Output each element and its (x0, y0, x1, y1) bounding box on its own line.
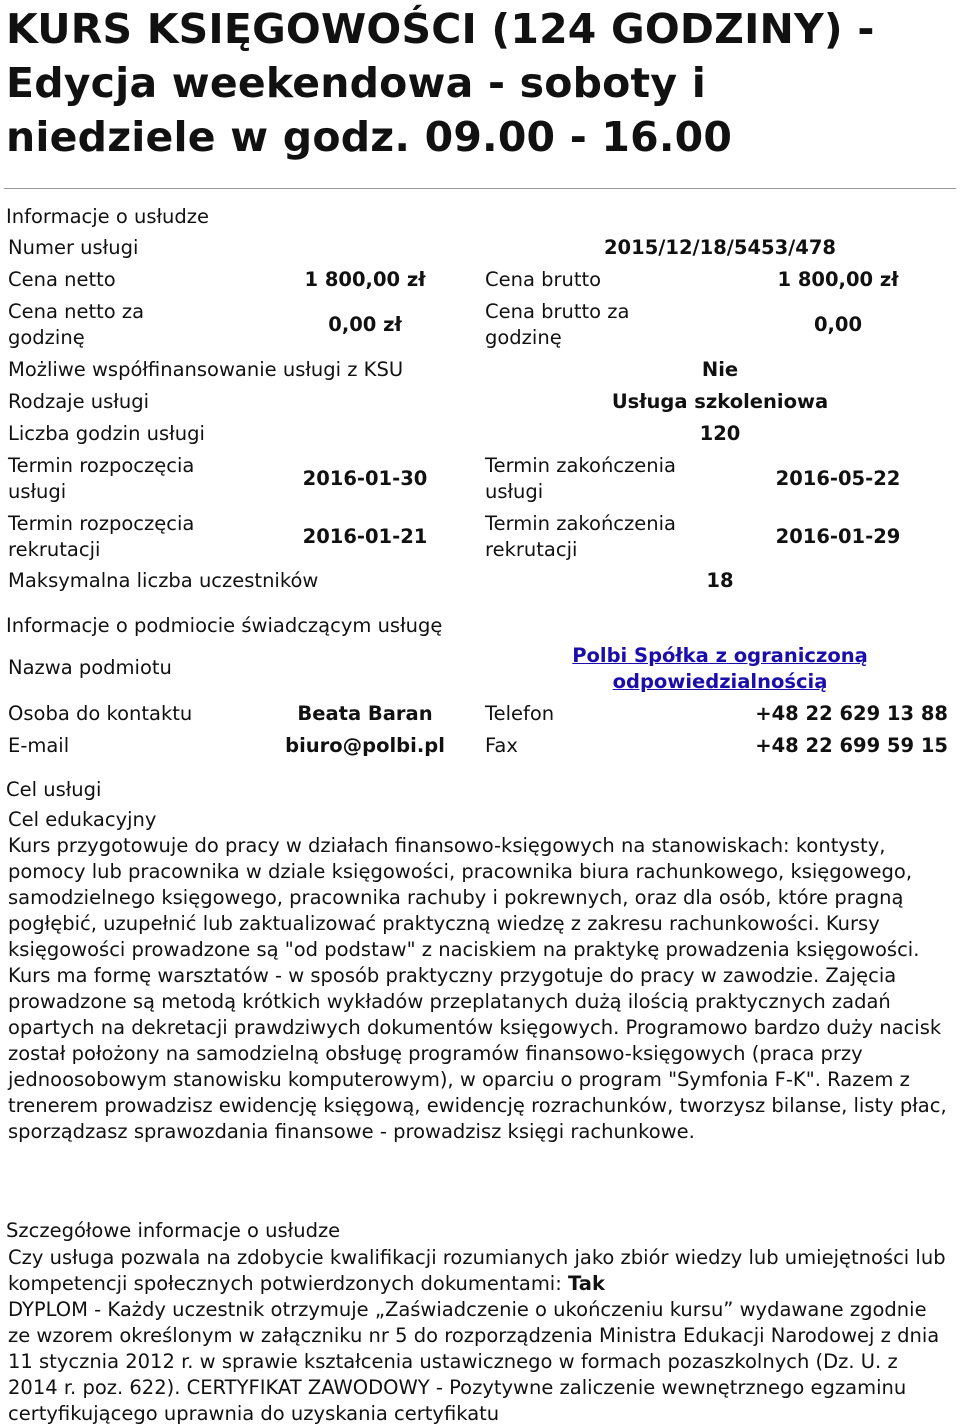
telefon-value: +48 22 629 13 88 (755, 702, 948, 725)
email-value: biuro@polbi.pl (285, 734, 445, 757)
page-title (6, 2, 956, 164)
cena-brutto-value: 1 800,00 zł (777, 268, 899, 291)
godziny-label: Liczba godzin usługi (8, 422, 205, 445)
wspolfinansowanie-value: Nie (701, 358, 739, 381)
cena-brutto-label: Cena brutto (485, 268, 602, 291)
wspolfinansowanie-label: Możliwe współfinansowanie usługi z KSU (8, 358, 404, 381)
osoba-value: Beata Baran (297, 702, 433, 725)
details-answer: Tak (568, 1272, 605, 1295)
title-line: Edycja weekendowa - soboty i (6, 59, 706, 107)
cena-brutto-h-value: 0,00 (813, 313, 863, 336)
goal-subheading: Cel edukacyjny (8, 808, 157, 831)
end-label: Termin zakończenia usługi (485, 454, 676, 503)
nazwa-label: Nazwa podmiotu (8, 656, 172, 679)
numer-label: Numer usługi (8, 236, 139, 259)
email-label: E-mail (8, 734, 70, 757)
goal-heading: Cel usługi (6, 778, 102, 801)
cena-netto-h-value: 0,00 zł (328, 313, 402, 336)
numer-value: 2015/12/18/5453/478 (603, 236, 836, 259)
start-value: 2016-01-30 (302, 467, 428, 490)
cena-netto-label: Cena netto (8, 268, 116, 291)
max-label: Maksymalna liczba uczestników (8, 569, 319, 592)
rodzaj-value: Usługa szkoleniowa (611, 390, 829, 413)
rodzaj-label: Rodzaje usługi (8, 390, 149, 413)
start-label: Termin rozpoczęcia usługi (8, 454, 195, 503)
provider-name-link-line[interactable]: Polbi Spółka z ograniczoną (572, 644, 868, 667)
rek-start-value: 2016-01-21 (302, 525, 428, 548)
cena-netto-value: 1 800,00 zł (304, 268, 426, 291)
end-value: 2016-05-22 (775, 467, 901, 490)
title-line: niedziele w godz. 09.00 - 16.00 (6, 113, 733, 161)
cena-netto-h-label: Cena netto za godzinę (8, 300, 145, 349)
rek-start-label: Termin rozpoczęcia rekrutacji (8, 512, 195, 561)
title-line: KURS KSIĘGOWOŚCI (124 GODZINY) - (6, 5, 875, 53)
goal-text: Kurs przygotowuje do pracy w działach finansowo-księgowych na stanowiskach: kontysty, pomocy lub pracownika w dziale księgowości, pracownika biura rachunkowego, księgowego, samodzielnego księgowego, pracownika rachuby i pokrewnych, oraz dla osób, które pragną pogłębić, uzupełnić lub zaktualizować praktyczną wiedzę z zakresu rachunkowości. Kursy księgowości prowadzone są "od podstaw" z naciskiem na praktykę prowadzenia księgowości. Kurs ma formę warsztatów - w sposób praktyczny przygotuje do pracy w zawodzie. Zajęcia prowadzone są metodą krótkich wykładów przeplatanych dużą ilością praktycznych zadań opartych na dekretacji prawdziwych dokumentów księgowych. Programowo bardzo duży nacisk został położony na samodzielną obsługę programów finansowo-księgowych (praca przy jednoosobowym stanowisku komputerowym), w oparciu o program "Symfonia F-K". Razem z trenerem prowadzisz ewidencję księgową, ewidencję rozrachunków, tworzysz bilanse, listy płac, sporządzasz sprawozdania finansowe - prowadzisz księgi rachunkowe. (8, 834, 947, 1143)
cena-brutto-h-label: Cena brutto za godzinę (485, 300, 630, 349)
fax-label: Fax (485, 734, 518, 757)
details-question-text: Czy usługa pozwala na zdobycie kwalifikacji rozumianych jako zbiór wiedzy lub umiejętności lub kompetencji społecznych potwierdzonych dokumentami: (8, 1246, 946, 1295)
provider-name-link[interactable] (485, 643, 955, 695)
details-text: DYPLOM - Każdy uczestnik otrzymuje „Zaświadczenie o ukończeniu kursu” wydawane zgodnie ze wzorem określonym w załączniku nr 5 do rozporządzenia Ministra Edukacji Narodowej z dnia 11 stycznia 2012 r. w sprawie kształcenia ustawicznego w formach pozaszkolnych (Dz. U. z 2014 r. poz. 622). CERTYFIKAT ZAWODOWY - Pozytywne zaliczenie wewnętrznego egzaminu certyfikującego uprawnia do uzyskania certyfikatu (8, 1298, 940, 1425)
osoba-label: Osoba do kontaktu (8, 702, 193, 725)
fax-value: +48 22 699 59 15 (755, 734, 948, 757)
telefon-label: Telefon (485, 702, 555, 725)
provider-name-link-line[interactable]: odpowiedzialnością (612, 670, 828, 693)
service-info-heading: Informacje o usłudze (6, 205, 210, 228)
rek-end-label: Termin zakończenia rekrutacji (485, 512, 676, 561)
godziny-value: 120 (699, 422, 741, 445)
rek-end-value: 2016-01-29 (775, 525, 901, 548)
details-heading: Szczegółowe informacje o usłudze (6, 1219, 341, 1242)
details-question (8, 1245, 953, 1297)
provider-heading: Informacje o podmiocie świadczącym usługę (6, 614, 443, 637)
max-value: 18 (706, 569, 734, 592)
divider (4, 188, 956, 189)
